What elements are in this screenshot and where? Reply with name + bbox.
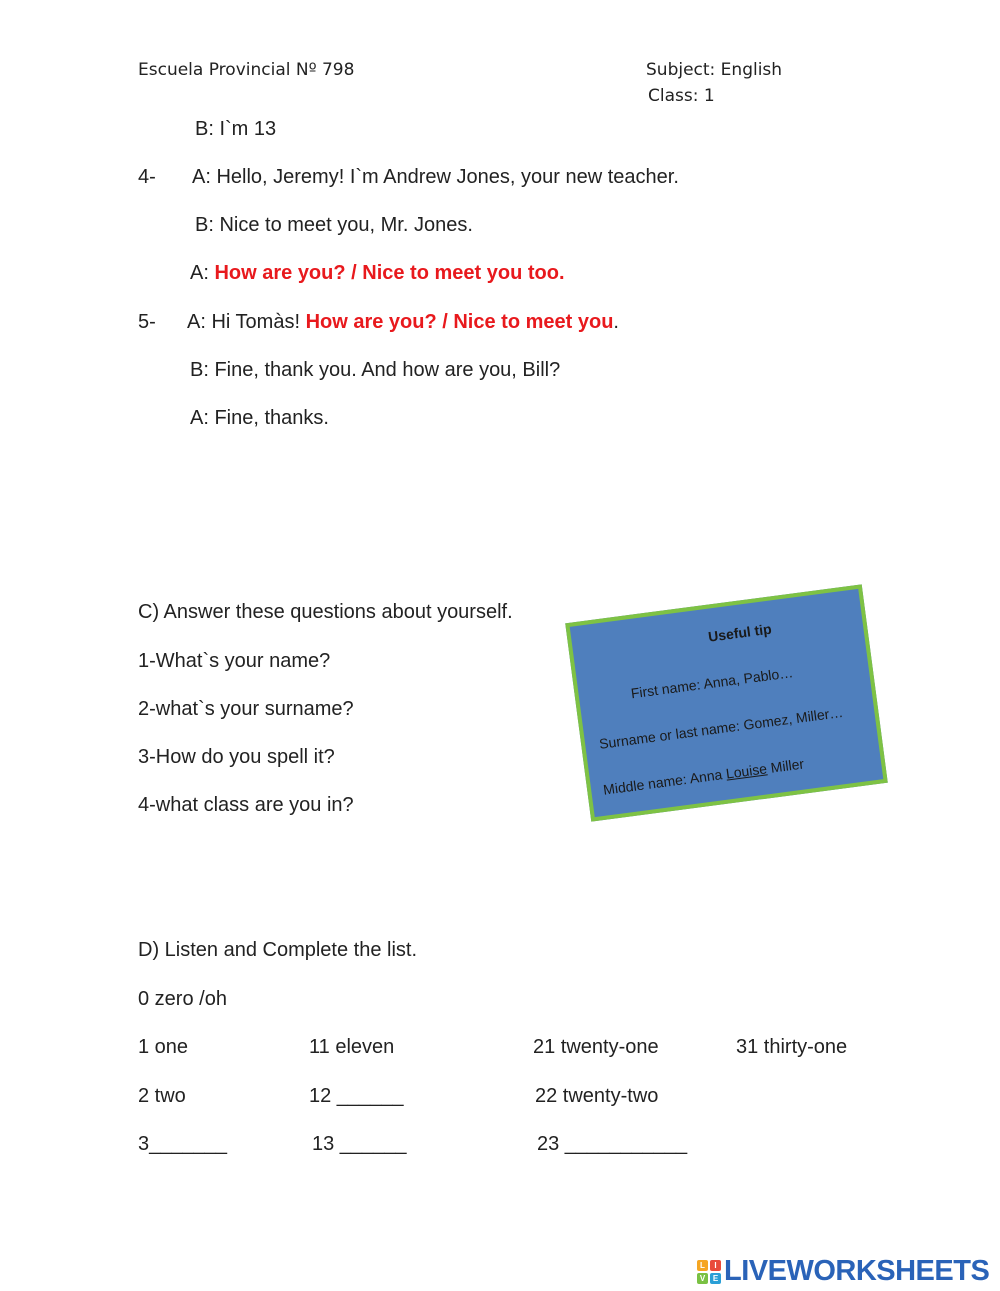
logo-block: E [710,1273,721,1284]
section-c-heading: C) Answer these questions about yourself. [138,601,513,623]
number-entry: 22 twenty-two [535,1085,659,1107]
logo-blocks-icon [697,1260,721,1284]
number-blank[interactable]: 3_______ [138,1133,227,1155]
dialogue-line: B: Fine, thank you. And how are you, Bill? [190,359,561,381]
section-d-heading: D) Listen and Complete the list. [138,939,418,961]
item-number: 5- [138,311,156,333]
tip-middle-underlined: Louise [724,760,768,782]
dialogue-line: B: Nice to meet you, Mr. Jones. [195,214,473,236]
number-entry: 2 two [138,1085,186,1107]
number-entry: 1 one [138,1036,189,1058]
number-entry: 0 zero /oh [138,988,227,1010]
speaker-label: A: [190,262,215,284]
tip-middle-name [602,755,805,797]
logo-text: LIVEWORKSHEETS [724,1255,990,1287]
tip-surname: Surname or last name: Gomez, Miller… [598,703,845,752]
number-entry: 11 eleven [309,1036,395,1058]
item-number: 4- [138,166,156,188]
number-entry: 21 twenty-one [533,1036,659,1058]
dialogue-line: A: Hello, Jeremy! I`m Andrew Jones, your new teacher. [192,166,679,188]
number-blank[interactable]: 23 ___________ [537,1133,688,1155]
logo-block: V [697,1273,708,1284]
answer-text: How are you? / Nice to meet you [305,311,614,333]
tip-middle-suffix: Miller [765,755,805,777]
answer-text: How are you? / Nice to meet you too. [214,262,565,284]
question: 1-What`s your name? [138,650,331,672]
tip-first-name: First name: Anna, Pablo… [629,664,794,702]
dialogue-line [190,262,565,285]
number-blank[interactable]: 12 ______ [309,1085,404,1107]
dialogue-line: A: Fine, thanks. [190,407,329,429]
question: 4-what class are you in? [138,794,354,816]
question: 2-what`s your surname? [138,698,354,720]
logo-block: I [710,1260,721,1271]
useful-tip-box [565,584,888,821]
liveworksheets-logo [697,1255,989,1288]
logo-block: L [697,1260,708,1271]
number-entry: 31 thirty-one [736,1036,848,1058]
question: 3-How do you spell it? [138,746,335,768]
dialogue-line [187,311,619,334]
period: . [613,311,619,333]
school-name: Escuela Provincial Nº 798 [138,60,355,80]
number-blank[interactable]: 13 ______ [312,1133,407,1155]
speaker-label: A: Hi Tomàs! [187,311,306,333]
subject-label: Subject: English [646,60,783,80]
dialogue-line: B: I`m 13 [195,118,277,140]
class-label: Class: 1 [648,86,715,106]
tip-title: Useful tip [707,620,773,645]
tip-middle-prefix: Middle name: Anna [602,765,728,798]
